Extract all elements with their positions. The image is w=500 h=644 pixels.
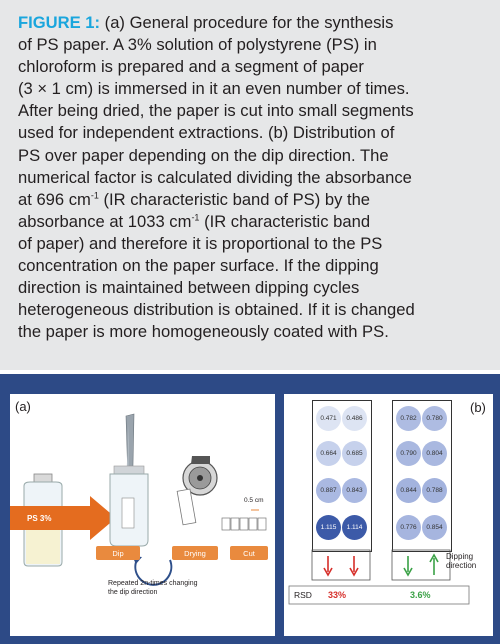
rsd-value-same-direction: 33% (328, 590, 347, 600)
caption-line-11: of paper) and therefore it is proportional to the PS (18, 233, 383, 253)
caption-line-9: at 696 $cm^{-1}$ (IR characteristic band of PS) by the (18, 189, 371, 209)
figure-caption (18, 12, 494, 343)
cut-segments-icon (222, 510, 266, 530)
measurement-dot: 0.471 (316, 406, 341, 431)
measurement-dot: 0.664 (316, 441, 341, 466)
repeat-note-line-1: Repeated 2n-times changing (108, 580, 198, 587)
measurement-dot: 0.788 (422, 478, 447, 503)
arrow-box-left (312, 550, 370, 580)
down-arrow-icon (404, 556, 412, 575)
dipping-direction-label: Dipping direction (446, 552, 477, 570)
measurement-dot: 0.782 (396, 406, 421, 431)
panel-a (10, 394, 275, 636)
caption-line-15: the paper is more homogeneously coated with PS. (18, 322, 389, 342)
direction-arrows (284, 394, 493, 636)
step-cut: Cut (230, 546, 268, 560)
repeat-note-line-2: the dip direction (108, 589, 158, 596)
panel-a-label: (a) (15, 399, 31, 414)
measurement-dot: 1.115 (316, 515, 341, 540)
caption-line-4: (3 × 1 cm) is immersed in it an even number of times. (18, 79, 410, 99)
measurement-dot: 0.780 (422, 406, 447, 431)
size-label: 0.5 cm (244, 497, 264, 504)
measurement-dot: 0.790 (396, 441, 421, 466)
panel-b (284, 394, 493, 636)
step-drying: Drying (172, 546, 218, 560)
measurement-dot: 0.486 (342, 406, 367, 431)
vial-label: PS 3% (27, 514, 52, 523)
caption-line-14: heterogeneous distribution is obtained. If it is changed (18, 300, 415, 320)
measurement-dot: 0.843 (342, 478, 367, 503)
step-dip: Dip (96, 546, 140, 560)
caption-line-10: absorbance at 1033 $cm^{-1}$ (IR characteristic band (18, 211, 371, 231)
drying-fan-icon (177, 456, 217, 525)
rsd-box (289, 586, 469, 604)
caption-line-3: chloroform is prepared and a segment of paper (18, 57, 364, 77)
down-arrow-icon (324, 556, 332, 575)
measurement-dot: 0.776 (396, 515, 421, 540)
caption-line-12: concentration on the paper surface. If the dipping (18, 256, 379, 276)
figure-label: FIGURE 1: (18, 13, 101, 32)
measurement-dot: 0.854 (422, 515, 447, 540)
up-arrow-icon (430, 555, 438, 575)
caption-line-2: of PS paper. A 3% solution of polystyrene (PS) in (18, 35, 377, 55)
down-arrow-icon (350, 556, 358, 575)
caption-line-8: numerical factor is calculated dividing the absorbance (18, 167, 412, 187)
measurement-dot: 0.804 (422, 441, 447, 466)
caption-line-1: FIGURE 1: (a) General procedure for the synthesis (18, 13, 394, 32)
caption-line-7: PS over paper depending on the dip direction. The (18, 145, 389, 165)
measurement-dot: 0.685 (342, 441, 367, 466)
measurement-dot: 1.114 (342, 515, 367, 540)
measurement-dot: 0.844 (396, 478, 421, 503)
measurement-dot: 0.887 (316, 478, 341, 503)
caption-line-13: direction is maintained between dipping cycles (18, 278, 360, 298)
panel-b-label: (b) (470, 400, 486, 415)
caption-line-5: After being dried, the paper is cut into small segments (18, 101, 414, 121)
caption-line-6: used for independent extractions. (b) Distribution of (18, 123, 395, 143)
dip-tube-icon (110, 466, 148, 546)
rsd-label: RSD (294, 590, 312, 600)
rsd-value-changed-direction: 3.6% (410, 590, 431, 600)
arrow-box-right (392, 550, 450, 580)
